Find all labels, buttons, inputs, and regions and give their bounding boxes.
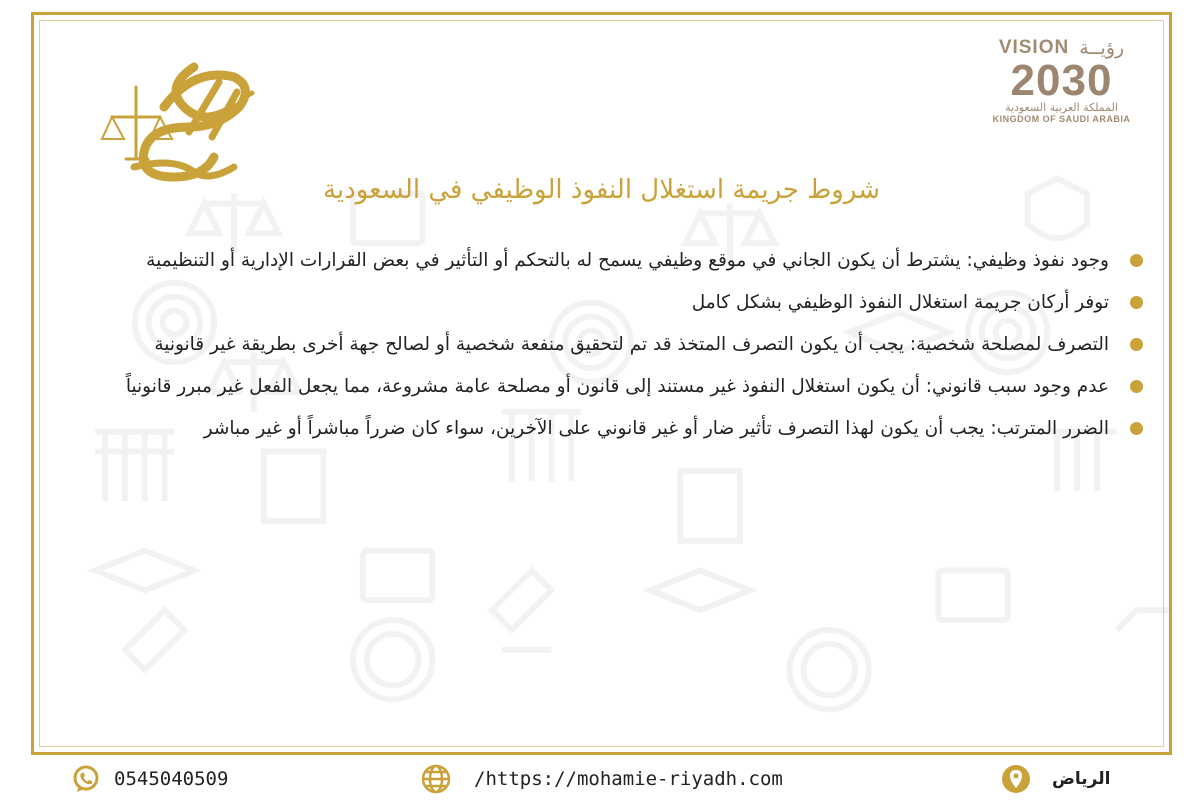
vision-country-ar: المملكة العربية السعودية — [1005, 101, 1118, 114]
location-pin-icon — [1000, 763, 1032, 795]
list-item — [56, 408, 1147, 450]
location-label: الرياض — [1052, 769, 1111, 789]
bullet-icon — [1130, 254, 1143, 267]
content-frame — [31, 12, 1172, 755]
bullet-icon — [1130, 338, 1143, 351]
website-link[interactable] — [420, 762, 783, 796]
list-item-text: التصرف لمصلحة شخصية: يجب أن يكون التصرف المتخذ قد تم لتحقيق منفعة شخصية أو لصالح جهة أخرى بطريقة غير قانونية — [154, 334, 1109, 355]
list-item-text: وجود نفوذ وظيفي: يشترط أن يكون الجاني في موقع وظيفي يسمح له بالتحكم أو التأثير في بعض القرارات الإدارية أو التنظيمية — [146, 250, 1109, 271]
conditions-list — [56, 240, 1147, 450]
phone-number: 0545040509 — [114, 768, 229, 790]
brand-logo — [94, 37, 264, 187]
page-title: شروط جريمة استغلال النفوذ الوظيفي في السعودية — [322, 175, 880, 205]
list-item — [56, 324, 1147, 366]
whatsapp-icon — [70, 763, 102, 795]
phone-contact[interactable] — [70, 762, 228, 796]
vision-year: 2030 — [1010, 56, 1113, 105]
list-item-text: الضرر المترتب: يجب أن يكون لهذا التصرف تأثير ضار أو غير قانوني على الآخرين، سواء كان ضرراً مباشراً أو غير مباشر — [203, 418, 1109, 439]
vision-label: VISION — [998, 37, 1070, 58]
website-url: /https://mohamie-riyadh.com — [474, 768, 783, 790]
bullet-icon — [1130, 422, 1143, 435]
vision-label-ar: رؤيــة — [1079, 37, 1125, 59]
location-contact — [1000, 762, 1110, 796]
list-item-text: عدم وجود سبب قانوني: أن يكون استغلال النفوذ غير مستند إلى قانون أو مصلحة عامة مشروعة، مما يجعل الفعل غير مبرر قانونياً — [125, 376, 1109, 397]
contact-footer — [0, 758, 1200, 800]
list-item — [56, 282, 1147, 324]
list-item — [56, 366, 1147, 408]
vision-2030-logo — [974, 37, 1149, 137]
list-item — [56, 240, 1147, 282]
list-item-text: توفر أركان جريمة استغلال النفوذ الوظيفي بشكل كامل — [691, 292, 1109, 313]
bullet-icon — [1130, 296, 1143, 309]
bullet-icon — [1130, 380, 1143, 393]
vision-country-en: KINGDOM OF SAUDI ARABIA — [992, 114, 1131, 124]
globe-icon — [420, 763, 452, 795]
